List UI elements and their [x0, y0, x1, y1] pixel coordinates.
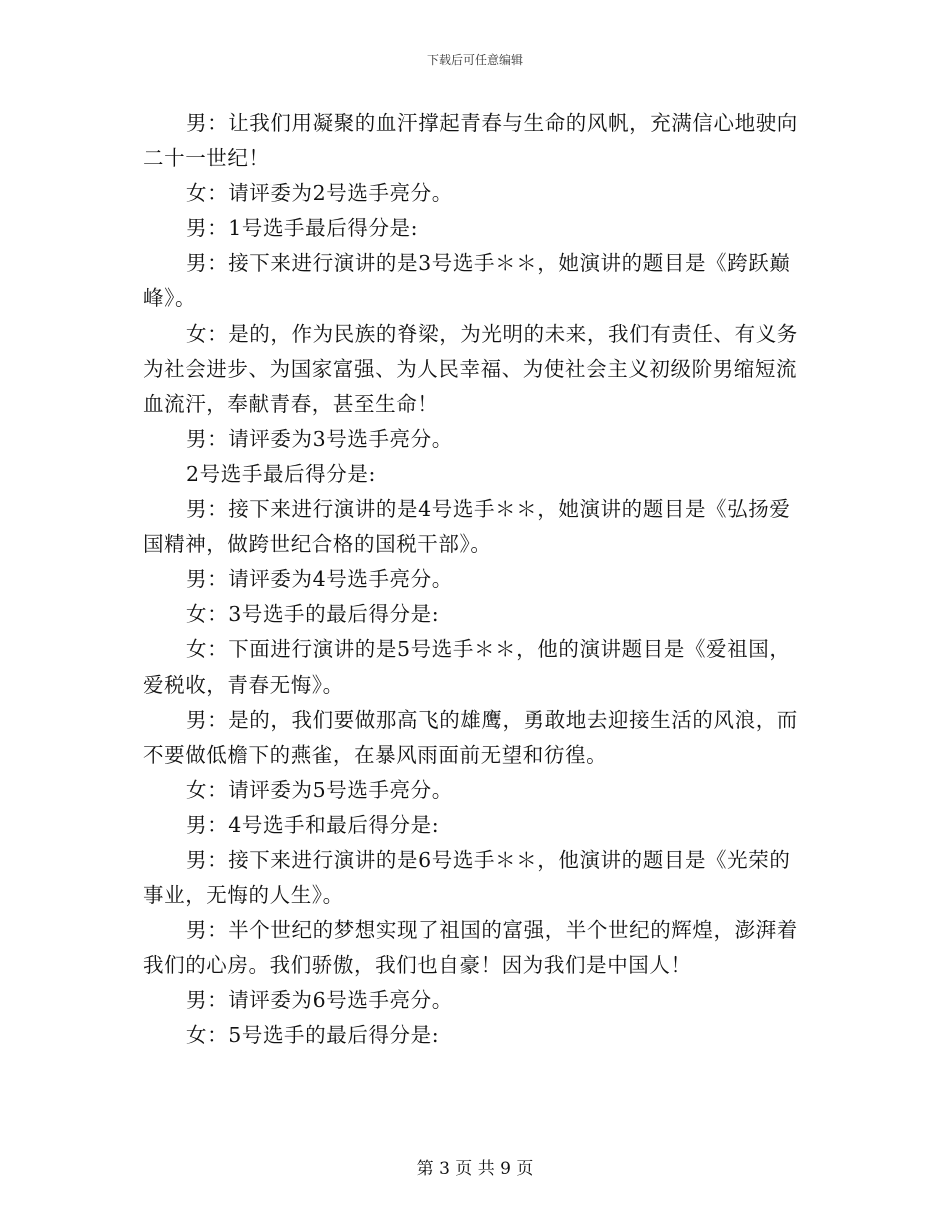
paragraph: 2号选手最后得分是:: [186, 461, 376, 486]
paragraph: 男：是的，我们要做那高飞的雄鹰，勇敢地去迎接生活的风浪，而不要做低檐下的燕雀，在暴风雨面前无望和彷徨。: [143, 707, 798, 767]
paragraph: 女：下面进行演讲的是5号选手＊＊，他的演讲题目是《爱祖国，爱税收，青春无悔》。: [143, 637, 791, 697]
paragraph: 男：请评委为6号选手亮分。: [186, 988, 453, 1013]
paragraph: 男：接下来进行演讲的是3号选手＊＊，她演讲的题目是《跨跃巅峰》。: [143, 251, 791, 311]
paragraph: 男：4号选手和最后得分是:: [186, 812, 440, 837]
paragraph: 男：1号选手最后得分是:: [186, 216, 419, 241]
paragraph: 男：接下来进行演讲的是4号选手＊＊，她演讲的题目是《弘扬爱国精神，做跨世纪合格的国税干部》。: [143, 497, 791, 557]
paragraph: 女：3号选手的最后得分是:: [186, 602, 440, 627]
paragraph: 男：请评委为4号选手亮分。: [186, 567, 453, 592]
paragraph: 女：是的，作为民族的脊梁，为光明的未来，我们有责任、有义务为社会进步、为国家富强、为人民幸福、为使社会主义初级阶男缩短流血流汗，奉献青春，甚至生命！: [143, 321, 798, 416]
paragraph: 男：半个世纪的梦想实现了祖国的富强，半个世纪的辉煌，澎湃着我们的心房。我们骄傲，我们也自豪！因为我们是中国人！: [143, 918, 798, 978]
paragraph: 女：请评委为5号选手亮分。: [186, 777, 453, 802]
paragraph: 男：请评委为3号选手亮分。: [186, 426, 453, 451]
paragraph: 男：接下来进行演讲的是6号选手＊＊，他演讲的题目是《光荣的事业，无悔的人生》。: [143, 847, 791, 908]
paragraph: 男：让我们用凝聚的血汗撑起青春与生命的风帆，充满信心地驶向二十一世纪！: [143, 111, 798, 171]
page-header: 下载后可任意编辑: [426, 53, 523, 67]
paragraph: 女：5号选手的最后得分是:: [186, 1023, 440, 1048]
paragraph: 女：请评委为2号选手亮分。: [186, 181, 453, 206]
document-body: [143, 106, 808, 1054]
page-number-footer: 第 3 页 共 9 页: [416, 1159, 534, 1179]
